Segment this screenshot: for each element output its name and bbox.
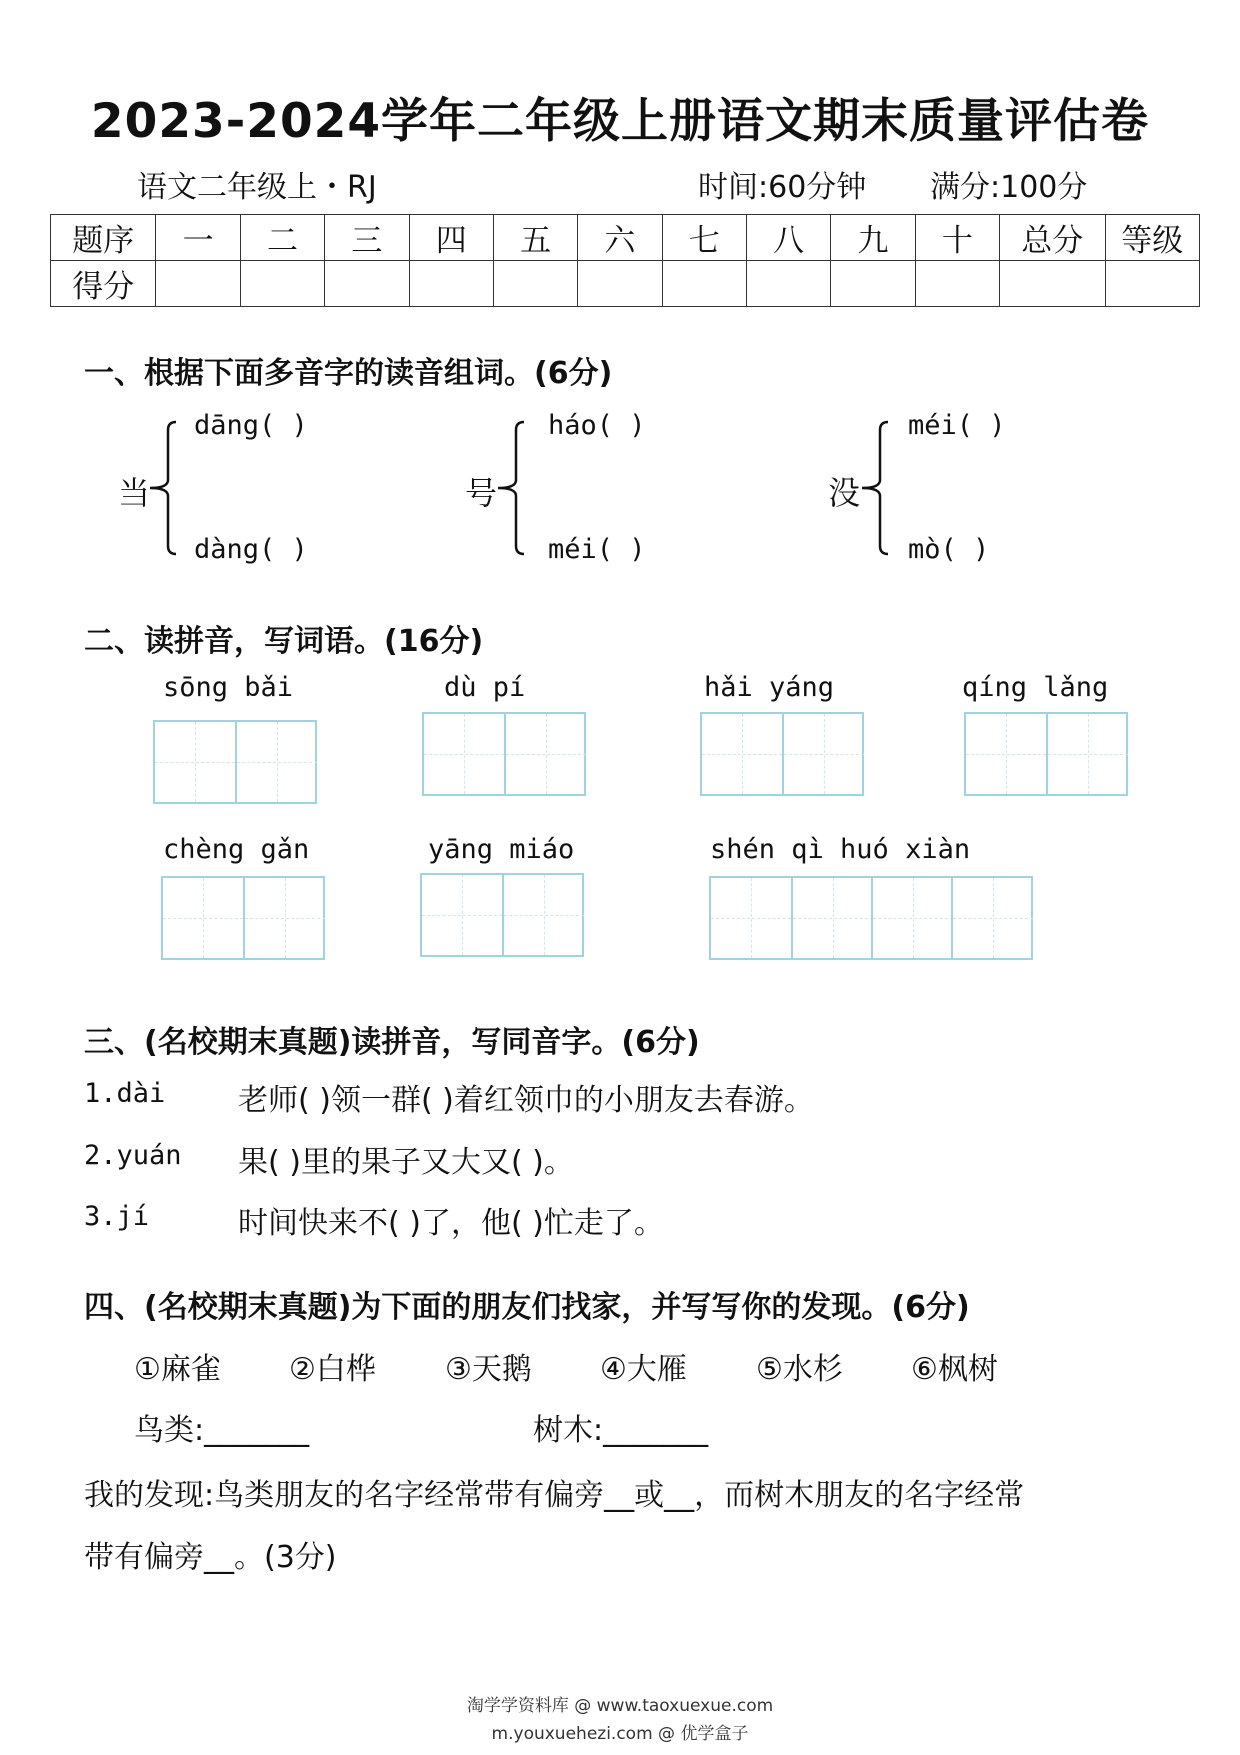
homophone-sentence[interactable]: 果( )里的果子又大又( )。: [238, 1145, 574, 1180]
option-item: ②白桦: [289, 1352, 376, 1387]
score-cell[interactable]: [831, 261, 915, 307]
finding-line-2[interactable]: 带有偏旁__。(3分): [84, 1540, 337, 1575]
pinyin-blank-top[interactable]: méi( ): [908, 410, 1006, 441]
section3-title: 三、(名校期末真题)读拼音，写同音字。(6分): [84, 1025, 700, 1060]
writing-grid[interactable]: [964, 712, 1128, 796]
score-cell[interactable]: [409, 261, 493, 307]
polyphone-char: 当: [118, 474, 151, 512]
word-pinyin: yāng miáo: [428, 834, 575, 865]
pinyin-blank-top[interactable]: háo( ): [548, 410, 646, 441]
homophone-pinyin: 3.jí: [84, 1201, 150, 1232]
section4-title: 四、(名校期末真题)为下面的朋友们找家，并写写你的发现。(6分): [84, 1290, 970, 1325]
option-item: ④大雁: [600, 1352, 687, 1387]
writing-grid[interactable]: [709, 876, 1033, 960]
footer-line-1: 淘学学资料库 @ www.taoxuexue.com: [466, 1696, 774, 1716]
score-cell[interactable]: [578, 261, 662, 307]
writing-grid[interactable]: [700, 712, 864, 796]
subject-label: 语文二年级上・RJ: [137, 170, 377, 205]
score-table: [50, 214, 1200, 307]
score-header-cell: 十: [915, 215, 999, 261]
word-pinyin: chèng gǎn: [163, 834, 310, 865]
score-row-label: 得分: [51, 261, 156, 307]
score-header-cell: 二: [240, 215, 324, 261]
pinyin-blank-bottom[interactable]: mò( ): [908, 534, 990, 565]
finding-line-1[interactable]: 我的发现:鸟类朋友的名字经常带有偏旁__或__，而树木朋友的名字经常: [84, 1478, 1025, 1513]
score-header-cell: 八: [746, 215, 830, 261]
brace-icon: [148, 418, 184, 558]
pinyin-blank-top[interactable]: dāng( ): [194, 410, 308, 441]
polyphone-char: 号: [465, 474, 498, 512]
birds-answer-field[interactable]: 鸟类:_______: [134, 1413, 310, 1448]
option-item: ③天鹅: [445, 1352, 532, 1387]
homophone-pinyin: 2.yuán: [84, 1140, 182, 1171]
full-score-label: 满分:100分: [930, 170, 1088, 205]
score-header-cell: 等级: [1105, 215, 1200, 261]
brace-icon: [496, 418, 532, 558]
homophone-sentence[interactable]: 时间快来不( )了，他( )忙走了。: [238, 1206, 664, 1241]
score-cell[interactable]: [746, 261, 830, 307]
writing-grid[interactable]: [161, 876, 325, 960]
score-cell[interactable]: [662, 261, 746, 307]
time-label: 时间:60分钟: [698, 170, 867, 205]
homophone-pinyin: 1.dài: [84, 1078, 166, 1109]
pinyin-blank-bottom[interactable]: dàng( ): [194, 534, 308, 565]
score-cell[interactable]: [240, 261, 324, 307]
score-header-cell: 一: [156, 215, 240, 261]
score-cell[interactable]: [1000, 261, 1105, 307]
score-cell[interactable]: [1105, 261, 1200, 307]
word-pinyin: dù pí: [444, 672, 526, 703]
writing-grid[interactable]: [420, 873, 584, 957]
trees-answer-field[interactable]: 树木:_______: [533, 1413, 709, 1448]
score-cell[interactable]: [156, 261, 240, 307]
score-table-header-row: [51, 215, 1200, 261]
pinyin-blank-bottom[interactable]: méi( ): [548, 534, 646, 565]
section2-title: 二、读拼音，写词语。(16分): [84, 624, 484, 659]
option-item: ⑤水杉: [756, 1352, 843, 1387]
word-pinyin: hǎi yáng: [704, 672, 835, 703]
page-title: 2023-2024学年二年级上册语文期末质量评估卷: [90, 94, 1150, 149]
score-cell[interactable]: [493, 261, 577, 307]
score-cell[interactable]: [325, 261, 409, 307]
word-pinyin: shén qì huó xiàn: [710, 834, 971, 865]
score-header-cell: 九: [831, 215, 915, 261]
score-table-score-row: [51, 261, 1200, 307]
homophone-sentence[interactable]: 老师( )领一群( )着红领巾的小朋友去春游。: [238, 1083, 814, 1118]
score-header-cell: 六: [578, 215, 662, 261]
word-pinyin: sōng bǎi: [163, 672, 294, 703]
option-item: ⑥枫树: [911, 1352, 998, 1387]
score-cell[interactable]: [915, 261, 999, 307]
footer-line-2: m.youxuehezi.com @ 优学盒子: [491, 1724, 749, 1744]
score-header-cell: 三: [325, 215, 409, 261]
writing-grid[interactable]: [153, 720, 317, 804]
writing-grid[interactable]: [422, 712, 586, 796]
option-item: ①麻雀: [134, 1352, 221, 1387]
score-header-cell: 总分: [1000, 215, 1105, 261]
score-header-cell: 七: [662, 215, 746, 261]
score-header-cell: 四: [409, 215, 493, 261]
section1-title: 一、根据下面多音字的读音组词。(6分): [84, 356, 613, 391]
score-header-cell: 题序: [51, 215, 156, 261]
polyphone-char: 没: [828, 474, 861, 512]
score-header-cell: 五: [493, 215, 577, 261]
word-pinyin: qíng lǎng: [962, 672, 1109, 703]
brace-icon: [860, 418, 896, 558]
